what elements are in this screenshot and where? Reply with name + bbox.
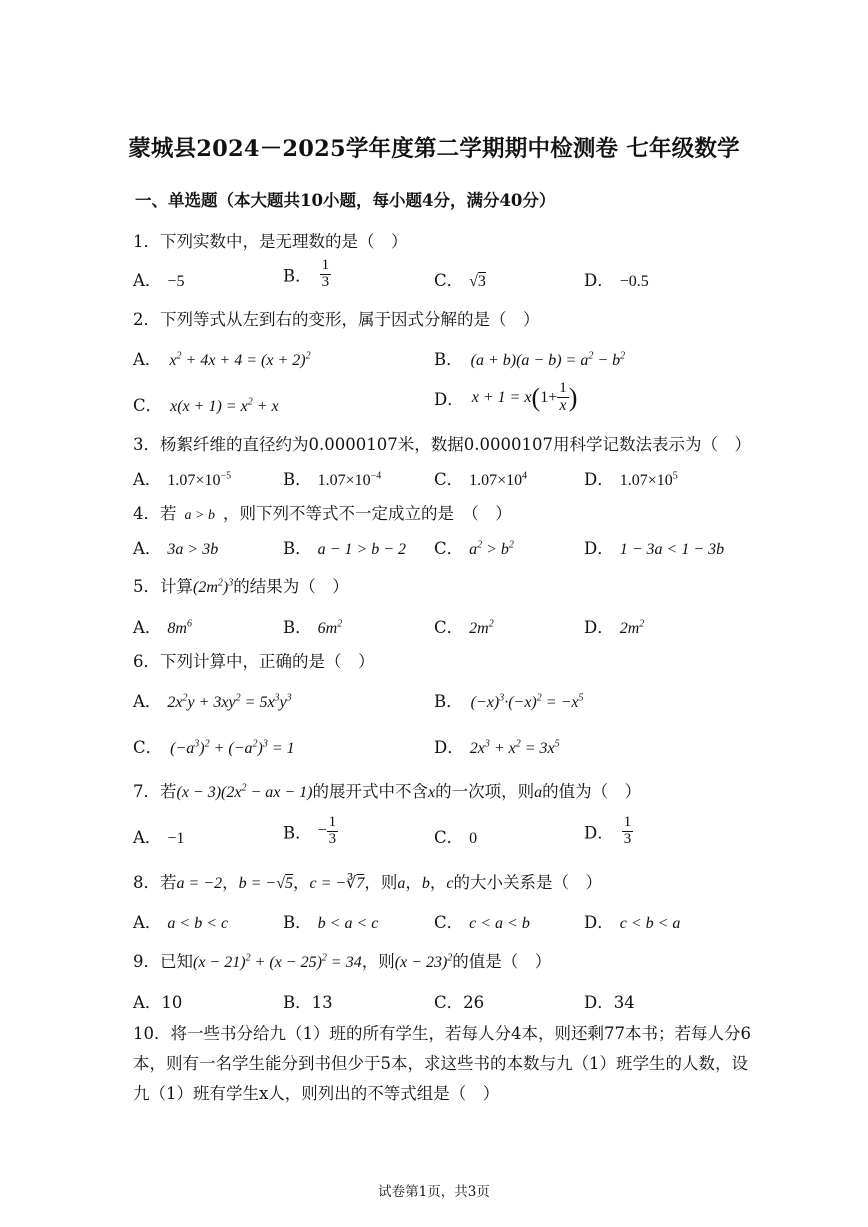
question-2-stem: 2．下列等式从左到右的变形，属于因式分解的是（ ） [133,310,540,329]
q5-option-b: B． $6m^2$ [283,618,343,637]
question-3-stem: 3．杨絮纤维的直径约为0.0000107米，数据0.0000107用科学记数法表示为（ ） [133,435,751,454]
q6-option-c: C． $(-a^3)^2 + (-a^2)^3 = 1$ [133,738,295,757]
q2-option-a: A． $x^2 + 4x + 4 = (x + 2)^2$ [133,350,311,369]
q3-option-d: D． $1.07\times 10^5$ [584,470,678,489]
q2-option-c: C． $x(x + 1) = x^2 + x$ [133,396,279,415]
q7-option-a: A． −1 [133,828,185,847]
question-5-stem: 5．计算$(2m^2)^3$的结果为（ ） [133,577,349,596]
q9-option-c: C．26 [434,993,485,1012]
q6-option-b: B． $(-x)^3\cdot(-x)^2 = -x^5$ [434,692,584,711]
q9-option-a: A．10 [133,993,183,1012]
question-8-stem: 8．若a = −2，b = −√5，c = −∛7，则a，b，c的大小关系是（ ） [133,873,602,892]
q8-option-b: B． b < a < c [283,913,379,932]
q8-option-c: C． c < a < b [434,913,530,932]
page-title: 蒙城县2024－2025学年度第二学期期中检测卷 七年级数学 [128,136,740,162]
q9-option-d: D．34 [584,993,635,1012]
q8-option-d: D． c < b < a [584,913,681,932]
q4-option-d: D． 1 − 3a < 1 − 3b [584,539,725,558]
q7-option-c: C． 0 [434,828,478,847]
q1-option-d: D． −0.5 [584,271,649,290]
q8-option-a: A． a < b < c [133,913,229,932]
q6-option-d: D． $2x^3 + x^2 = 3x^5$ [434,738,560,757]
q9-option-b: B．13 [283,993,333,1012]
q3-option-b: B． $1.07\times 10^{-4}$ [283,470,382,489]
q1-option-a: A． −5 [133,271,185,290]
q4-option-a: A． 3a > 3b [133,539,219,558]
section-heading: 一、单选题（本大题共10小题，每小题4分，满分40分） [135,191,556,210]
q1-option-b: B． $\frac{1}{3}$ [283,257,330,290]
q1-option-c: C． √3 [434,271,486,290]
q2-option-b: B． $(a + b)(a - b) = a^2 - b^2$ [434,350,626,369]
question-4-stem: 4．若 a > b ，则下列不等式不一定成立的是 （ ） [133,504,512,523]
q6-option-a: A． $2x^2y + 3xy^2 = 5x^3y^3$ [133,692,292,711]
q3-option-c: C． $1.07\times 10^4$ [434,470,528,489]
page-footer: 试卷第1页，共3页 [378,1184,490,1200]
q7-option-b: B． − $\frac{1}{3}$ [283,814,337,847]
q4-option-c: C． $a^2 > b^2$ [434,539,514,558]
question-7-stem: 7．若$(x - 3)(2x^2$ − ax − 1)的展开式中不含x的一次项，则a的值为（ ） [133,782,642,801]
question-9-stem: 9．已知$(x - 21)^2 + (x - 25)^2 = 34$，则$(x - 23)^2$的值是（ ） [133,952,552,971]
question-6-stem: 6．下列计算中，正确的是（ ） [133,652,375,671]
q5-option-c: C． $2m^2$ [434,618,494,637]
q5-option-d: D． $2m^2$ [584,618,645,637]
q7-option-d: D． $\frac{1}{3}$ [584,814,632,847]
question-1-stem: 1．下列实数中，是无理数的是（ ） [133,232,408,251]
q5-option-a: A． $8m^6$ [133,618,192,637]
question-10-stem: 10．将一些书分给九（1）班的所有学生，若每人分4本，则还剩77本书；若每人分6本，则有一名学生能分到书但少于5本，求这些书的本数与九（1）班学生的人数，设九（1）班有学生x人，则列出的不等式组是（ ） [133,1024,751,1103]
q4-option-b: B． a − 1 > b − 2 [283,539,407,558]
q3-option-a: A． $1.07\times 10^{-5}$ [133,470,232,489]
q2-option-d: D． x + 1 = x(1+ $\frac{1}{x}$ ) [434,380,578,414]
